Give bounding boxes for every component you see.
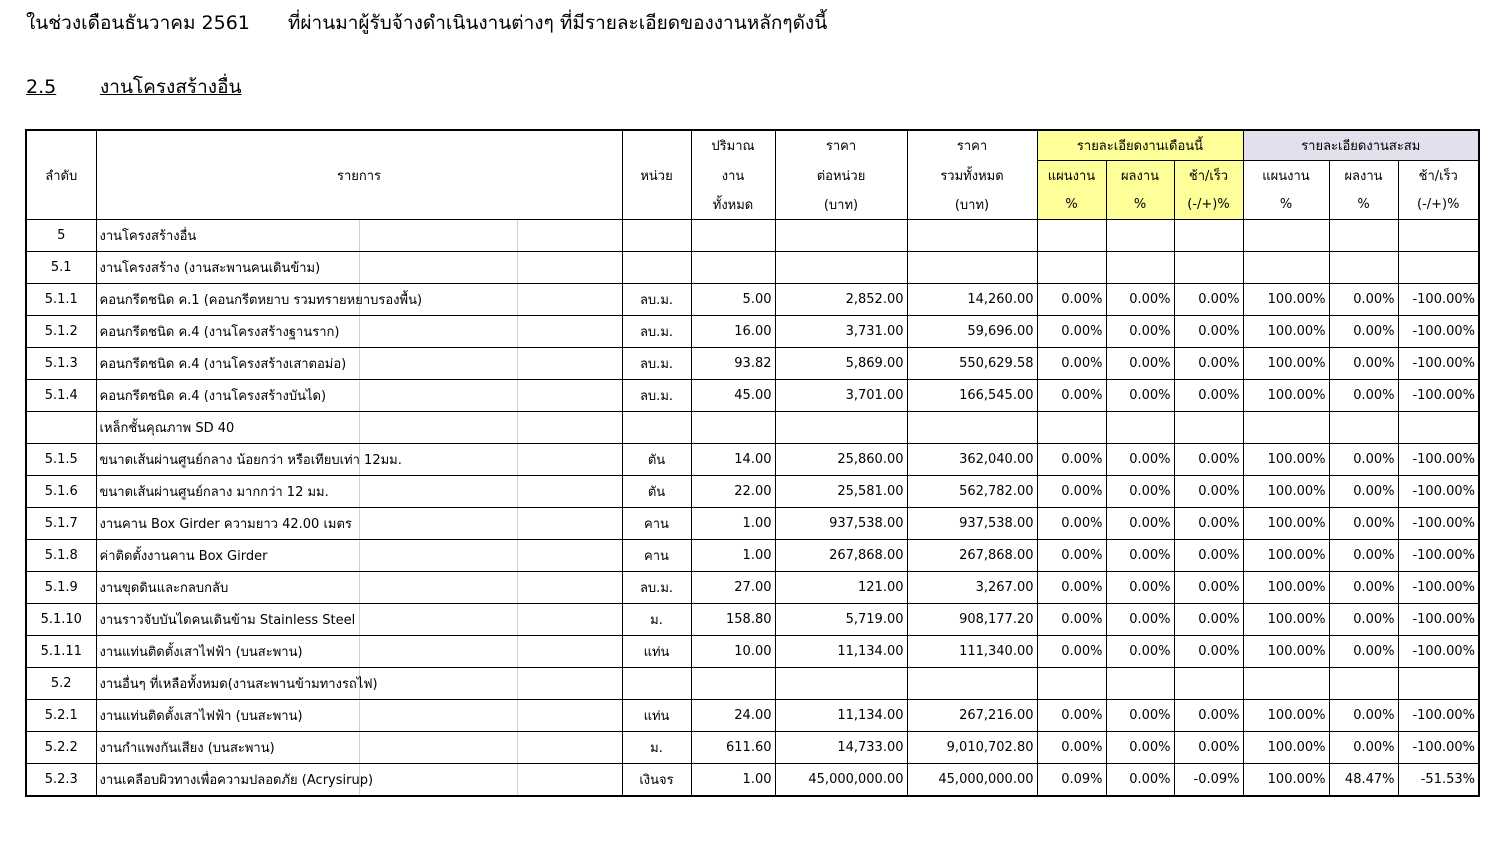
cell-cum-diff: -100.00% (1398, 540, 1479, 572)
cell-total (907, 252, 1037, 284)
header-seq: ลำดับ (26, 130, 96, 220)
cell-unit: ตัน (622, 476, 691, 508)
header-cum-diff-unit: (-/+)% (1398, 190, 1479, 220)
cell-cum-plan: 100.00% (1243, 700, 1329, 732)
cell-total: 45,000,000.00 (907, 764, 1037, 797)
cell-month-diff (1174, 220, 1243, 252)
table-row (26, 764, 1479, 797)
table-row (26, 636, 1479, 668)
header-total-line2: รวมทั้งหมด (907, 161, 1037, 191)
cell-unit-price: 3,701.00 (775, 380, 907, 412)
cell-qty: 1.00 (691, 540, 775, 572)
cell-month-result (1106, 220, 1174, 252)
header-month-plan: แผนงาน (1037, 161, 1106, 191)
cell-seq: 5.1.2 (26, 316, 96, 348)
cell-unit-price (775, 220, 907, 252)
cell-cum-result (1329, 220, 1398, 252)
cell-cum-plan: 100.00% (1243, 732, 1329, 764)
cell-item (96, 476, 622, 508)
cell-unit: ลบ.ม. (622, 316, 691, 348)
cell-cum-diff: -100.00% (1398, 348, 1479, 380)
cell-unit-price: 3,731.00 (775, 316, 907, 348)
cell-unit-price: 121.00 (775, 572, 907, 604)
cell-qty: 27.00 (691, 572, 775, 604)
report-intro-text: ที่ผ่านมาผู้รับจ้างดำเนินงานต่างๆ ที่มีรายละเอียดของงานหลักๆดังนี้ (287, 12, 828, 34)
cell-cum-result: 0.00% (1329, 636, 1398, 668)
cell-month-plan: 0.00% (1037, 476, 1106, 508)
item-text: ขนาดเส้นผ่านศูนย์กลาง มากกว่า 12 มม. (99, 485, 329, 500)
cell-unit: ลบ.ม. (622, 348, 691, 380)
report-period: ในช่วงเดือนธันวาคม 2561 (26, 12, 250, 34)
cell-seq: 5.1.9 (26, 572, 96, 604)
cell-month-diff: 0.00% (1174, 476, 1243, 508)
cell-month-result: 0.00% (1106, 348, 1174, 380)
cell-month-diff: 0.00% (1174, 636, 1243, 668)
header-unit-price-line1: ราคา (775, 130, 907, 161)
header-unit-price-line3: (บาท) (775, 190, 907, 220)
cell-total: 14,260.00 (907, 284, 1037, 316)
item-text: ค่าติดตั้งงานคาน Box Girder (99, 549, 268, 564)
cell-cum-result: 0.00% (1329, 604, 1398, 636)
cell-unit-price: 25,581.00 (775, 476, 907, 508)
cell-total (907, 412, 1037, 444)
cell-qty: 93.82 (691, 348, 775, 380)
cell-unit (622, 412, 691, 444)
cell-month-result: 0.00% (1106, 316, 1174, 348)
cell-total: 267,216.00 (907, 700, 1037, 732)
cell-month-diff (1174, 252, 1243, 284)
cell-cum-diff: -100.00% (1398, 316, 1479, 348)
cell-cum-diff: -100.00% (1398, 732, 1479, 764)
cell-cum-plan: 100.00% (1243, 540, 1329, 572)
cell-cum-diff: -100.00% (1398, 380, 1479, 412)
cell-month-plan: 0.09% (1037, 764, 1106, 797)
cell-unit: ลบ.ม. (622, 572, 691, 604)
cell-total: 59,696.00 (907, 316, 1037, 348)
cell-unit-price: 5,719.00 (775, 604, 907, 636)
cell-total: 267,868.00 (907, 540, 1037, 572)
cell-cum-plan (1243, 252, 1329, 284)
cell-seq: 5.2 (26, 668, 96, 700)
cell-unit (622, 220, 691, 252)
cell-qty: 10.00 (691, 636, 775, 668)
cell-month-plan: 0.00% (1037, 572, 1106, 604)
report-intro (26, 8, 827, 38)
cell-cum-result (1329, 412, 1398, 444)
cell-month-plan: 0.00% (1037, 636, 1106, 668)
cell-item (96, 380, 622, 412)
cell-cum-result: 0.00% (1329, 348, 1398, 380)
cell-month-plan (1037, 668, 1106, 700)
section-title: งานโครงสร้างอื่น (100, 76, 242, 98)
table-row (26, 604, 1479, 636)
cell-cum-diff: -100.00% (1398, 572, 1479, 604)
cell-qty: 22.00 (691, 476, 775, 508)
cell-cum-diff (1398, 668, 1479, 700)
header-item: รายการ (96, 130, 622, 220)
cell-unit-price: 11,134.00 (775, 700, 907, 732)
cell-seq: 5.2.2 (26, 732, 96, 764)
header-cum-result-unit: % (1329, 190, 1398, 220)
header-qty-line1: ปริมาณ (691, 130, 775, 161)
cell-total: 111,340.00 (907, 636, 1037, 668)
cell-month-diff: -0.09% (1174, 764, 1243, 797)
header-month-result-unit: % (1106, 190, 1174, 220)
table-row (26, 572, 1479, 604)
item-text: งานแท่นติดตั้งเสาไฟฟ้า (บนสะพาน) (99, 709, 303, 724)
cell-qty (691, 412, 775, 444)
cell-month-diff: 0.00% (1174, 348, 1243, 380)
section-number: 2.5 (26, 76, 57, 98)
cell-cum-plan: 100.00% (1243, 508, 1329, 540)
cell-unit-price: 14,733.00 (775, 732, 907, 764)
cell-cum-result: 0.00% (1329, 380, 1398, 412)
cell-unit: คาน (622, 540, 691, 572)
cell-unit: ลบ.ม. (622, 380, 691, 412)
cell-total (907, 220, 1037, 252)
cell-cum-diff (1398, 220, 1479, 252)
cell-item (96, 764, 622, 797)
cell-month-diff (1174, 412, 1243, 444)
cell-unit-price: 937,538.00 (775, 508, 907, 540)
cell-month-diff (1174, 668, 1243, 700)
cell-cum-diff: -100.00% (1398, 604, 1479, 636)
cell-month-diff: 0.00% (1174, 540, 1243, 572)
cell-total: 362,040.00 (907, 444, 1037, 476)
cell-unit: แท่น (622, 700, 691, 732)
item-text: คอนกรีตชนิด ค.4 (งานโครงสร้างเสาตอม่อ) (99, 357, 347, 372)
cell-month-plan: 0.00% (1037, 316, 1106, 348)
cell-cum-diff: -100.00% (1398, 508, 1479, 540)
cell-unit (622, 668, 691, 700)
cell-qty: 1.00 (691, 764, 775, 797)
cell-qty: 158.80 (691, 604, 775, 636)
work-progress-table (25, 129, 1480, 797)
cell-month-result: 0.00% (1106, 764, 1174, 797)
cell-item (96, 732, 622, 764)
cell-qty: 24.00 (691, 700, 775, 732)
table-row (26, 444, 1479, 476)
cell-cum-plan (1243, 668, 1329, 700)
cell-unit-price: 5,869.00 (775, 348, 907, 380)
table-row (26, 476, 1479, 508)
section-heading (26, 72, 241, 102)
cell-month-diff: 0.00% (1174, 380, 1243, 412)
cell-month-diff: 0.00% (1174, 572, 1243, 604)
cell-cum-result (1329, 668, 1398, 700)
header-cum-plan-unit: % (1243, 190, 1329, 220)
cell-qty: 16.00 (691, 316, 775, 348)
item-text: คอนกรีตชนิด ค.4 (งานโครงสร้างฐานราก) (99, 325, 340, 340)
cell-qty: 5.00 (691, 284, 775, 316)
cell-month-result: 0.00% (1106, 572, 1174, 604)
cell-cum-plan (1243, 220, 1329, 252)
cell-month-plan (1037, 220, 1106, 252)
cell-qty: 45.00 (691, 380, 775, 412)
table-row (26, 380, 1479, 412)
cell-item (96, 252, 622, 284)
cell-qty (691, 668, 775, 700)
cell-item (96, 604, 622, 636)
cell-seq: 5.1.11 (26, 636, 96, 668)
table-row (26, 508, 1479, 540)
cell-cum-plan: 100.00% (1243, 348, 1329, 380)
item-text: งานโครงสร้าง (งานสะพานคนเดินข้าม) (99, 261, 321, 276)
cell-seq: 5.1.4 (26, 380, 96, 412)
cell-cum-plan: 100.00% (1243, 380, 1329, 412)
cell-seq: 5.1.5 (26, 444, 96, 476)
cell-month-diff: 0.00% (1174, 604, 1243, 636)
cell-total: 937,538.00 (907, 508, 1037, 540)
item-text: คอนกรีตชนิด ค.1 (คอนกรีตหยาบ รวมทรายหยาบรองพื้น) (99, 293, 423, 308)
header-month-result: ผลงาน (1106, 161, 1174, 191)
cell-month-diff: 0.00% (1174, 444, 1243, 476)
cell-cum-plan: 100.00% (1243, 284, 1329, 316)
cell-cum-diff: -100.00% (1398, 476, 1479, 508)
cell-cum-plan: 100.00% (1243, 476, 1329, 508)
cell-item (96, 700, 622, 732)
cell-month-diff: 0.00% (1174, 732, 1243, 764)
cell-month-plan: 0.00% (1037, 380, 1106, 412)
item-text: งานขุดดินและกลบกลับ (99, 581, 229, 596)
header-cum-diff: ช้า/เร็ว (1398, 161, 1479, 191)
cell-unit-price (775, 668, 907, 700)
item-text: งานอื่นๆ ที่เหลือทั้งหมด(งานสะพานข้ามทางรถไฟ) (99, 677, 378, 692)
cell-cum-result: 0.00% (1329, 732, 1398, 764)
cell-item (96, 636, 622, 668)
header-qty-line3: ทั้งหมด (691, 190, 775, 220)
table-row (26, 700, 1479, 732)
header-unit-price-line2: ต่อหน่วย (775, 161, 907, 191)
item-text: งานราวจับบันไดคนเดินข้าม Stainless Steel (99, 613, 356, 628)
cell-unit: ตัน (622, 444, 691, 476)
cell-cum-result: 48.47% (1329, 764, 1398, 797)
cell-item (96, 540, 622, 572)
header-total-line1: ราคา (907, 130, 1037, 161)
cell-unit-price: 267,868.00 (775, 540, 907, 572)
cell-month-plan: 0.00% (1037, 540, 1106, 572)
cell-cum-result: 0.00% (1329, 540, 1398, 572)
cell-item (96, 220, 622, 252)
cell-month-diff: 0.00% (1174, 508, 1243, 540)
cell-seq: 5.1.1 (26, 284, 96, 316)
cell-cum-result: 0.00% (1329, 508, 1398, 540)
cell-cum-diff: -100.00% (1398, 636, 1479, 668)
cell-item (96, 668, 622, 700)
cell-qty (691, 252, 775, 284)
cell-unit (622, 252, 691, 284)
cell-month-plan: 0.00% (1037, 284, 1106, 316)
cell-unit-price: 25,860.00 (775, 444, 907, 476)
header-cumulative-group: รายละเอียดงานสะสม (1243, 130, 1479, 161)
cell-item (96, 284, 622, 316)
cell-total: 562,782.00 (907, 476, 1037, 508)
cell-item (96, 348, 622, 380)
cell-cum-diff: -100.00% (1398, 700, 1479, 732)
cell-unit: ลบ.ม. (622, 284, 691, 316)
cell-seq: 5.2.3 (26, 764, 96, 797)
header-month-plan-unit: % (1037, 190, 1106, 220)
table-row (26, 220, 1479, 252)
cell-cum-result (1329, 252, 1398, 284)
table-row (26, 540, 1479, 572)
table-row (26, 412, 1479, 444)
cell-month-plan (1037, 252, 1106, 284)
cell-cum-plan: 100.00% (1243, 764, 1329, 797)
cell-month-plan: 0.00% (1037, 700, 1106, 732)
cell-cum-diff (1398, 252, 1479, 284)
cell-month-result: 0.00% (1106, 700, 1174, 732)
cell-month-plan: 0.00% (1037, 732, 1106, 764)
item-text: งานกำแพงกันเสียง (บนสะพาน) (99, 741, 275, 756)
cell-month-diff: 0.00% (1174, 316, 1243, 348)
header-cum-plan: แผนงาน (1243, 161, 1329, 191)
cell-item (96, 412, 622, 444)
cell-month-result: 0.00% (1106, 476, 1174, 508)
cell-month-plan: 0.00% (1037, 508, 1106, 540)
cell-item (96, 316, 622, 348)
cell-total: 908,177.20 (907, 604, 1037, 636)
item-text: เหล็กชั้นคุณภาพ SD 40 (99, 421, 235, 436)
cell-qty: 611.60 (691, 732, 775, 764)
cell-month-plan: 0.00% (1037, 348, 1106, 380)
table-row (26, 348, 1479, 380)
cell-month-result: 0.00% (1106, 508, 1174, 540)
cell-item (96, 508, 622, 540)
cell-unit: เงินจร (622, 764, 691, 797)
cell-qty (691, 220, 775, 252)
cell-month-plan (1037, 412, 1106, 444)
cell-month-result (1106, 412, 1174, 444)
cell-seq: 5 (26, 220, 96, 252)
cell-cum-diff (1398, 412, 1479, 444)
cell-cum-result: 0.00% (1329, 572, 1398, 604)
cell-month-plan: 0.00% (1037, 444, 1106, 476)
cell-unit-price (775, 412, 907, 444)
cell-cum-plan: 100.00% (1243, 636, 1329, 668)
table-header (26, 130, 1479, 220)
header-unit: หน่วย (622, 130, 691, 220)
cell-month-result: 0.00% (1106, 284, 1174, 316)
cell-total: 166,545.00 (907, 380, 1037, 412)
cell-cum-diff: -100.00% (1398, 284, 1479, 316)
cell-month-result: 0.00% (1106, 380, 1174, 412)
cell-unit: คาน (622, 508, 691, 540)
cell-cum-plan: 100.00% (1243, 444, 1329, 476)
table-row (26, 252, 1479, 284)
cell-cum-result: 0.00% (1329, 284, 1398, 316)
cell-cum-diff: -100.00% (1398, 444, 1479, 476)
table-row (26, 284, 1479, 316)
cell-seq (26, 412, 96, 444)
header-qty-line2: งาน (691, 161, 775, 191)
cell-seq: 5.1.10 (26, 604, 96, 636)
cell-unit-price: 2,852.00 (775, 284, 907, 316)
cell-unit: ม. (622, 732, 691, 764)
cell-total: 550,629.58 (907, 348, 1037, 380)
cell-month-diff: 0.00% (1174, 284, 1243, 316)
cell-unit-price (775, 252, 907, 284)
cell-qty: 14.00 (691, 444, 775, 476)
cell-cum-diff: -51.53% (1398, 764, 1479, 797)
header-month-diff: ช้า/เร็ว (1174, 161, 1243, 191)
item-text: งานคาน Box Girder ความยาว 42.00 เมตร (99, 517, 352, 532)
cell-seq: 5.1.7 (26, 508, 96, 540)
item-text: ขนาดเส้นผ่านศูนย์กลาง น้อยกว่า หรือเทียบเท่า 12มม. (99, 453, 402, 468)
table-row (26, 316, 1479, 348)
cell-cum-plan (1243, 412, 1329, 444)
cell-seq: 5.1 (26, 252, 96, 284)
item-text: คอนกรีตชนิด ค.4 (งานโครงสร้างบันได) (99, 389, 327, 404)
cell-seq: 5.1.6 (26, 476, 96, 508)
cell-seq: 5.2.1 (26, 700, 96, 732)
cell-month-result: 0.00% (1106, 636, 1174, 668)
cell-month-plan: 0.00% (1037, 604, 1106, 636)
cell-unit-price: 11,134.00 (775, 636, 907, 668)
cell-month-result: 0.00% (1106, 732, 1174, 764)
cell-unit: ม. (622, 604, 691, 636)
cell-cum-result: 0.00% (1329, 700, 1398, 732)
cell-month-result: 0.00% (1106, 444, 1174, 476)
cell-month-result (1106, 668, 1174, 700)
cell-total (907, 668, 1037, 700)
cell-item (96, 572, 622, 604)
table-row (26, 732, 1479, 764)
item-text: งานแท่นติดตั้งเสาไฟฟ้า (บนสะพาน) (99, 645, 303, 660)
cell-month-result: 0.00% (1106, 604, 1174, 636)
header-month-group: รายละเอียดงานเดือนนี้ (1037, 130, 1243, 161)
cell-month-diff: 0.00% (1174, 700, 1243, 732)
cell-month-result (1106, 252, 1174, 284)
cell-cum-result: 0.00% (1329, 476, 1398, 508)
cell-cum-plan: 100.00% (1243, 572, 1329, 604)
cell-cum-plan: 100.00% (1243, 604, 1329, 636)
cell-cum-result: 0.00% (1329, 444, 1398, 476)
cell-unit-price: 45,000,000.00 (775, 764, 907, 797)
cell-qty: 1.00 (691, 508, 775, 540)
item-text: งานโครงสร้างอื่น (99, 229, 197, 244)
cell-seq: 5.1.8 (26, 540, 96, 572)
header-month-diff-unit: (-/+)% (1174, 190, 1243, 220)
cell-total: 9,010,702.80 (907, 732, 1037, 764)
cell-seq: 5.1.3 (26, 348, 96, 380)
cell-cum-plan: 100.00% (1243, 316, 1329, 348)
table-row (26, 668, 1479, 700)
cell-month-result: 0.00% (1106, 540, 1174, 572)
cell-cum-result: 0.00% (1329, 316, 1398, 348)
cell-unit: แท่น (622, 636, 691, 668)
item-text: งานเคลือบผิวทางเพื่อความปลอดภัย (Acrysirup) (99, 773, 374, 788)
cell-item (96, 444, 622, 476)
table-body (26, 220, 1479, 797)
cell-total: 3,267.00 (907, 572, 1037, 604)
header-cum-result: ผลงาน (1329, 161, 1398, 191)
header-total-line3: (บาท) (907, 190, 1037, 220)
